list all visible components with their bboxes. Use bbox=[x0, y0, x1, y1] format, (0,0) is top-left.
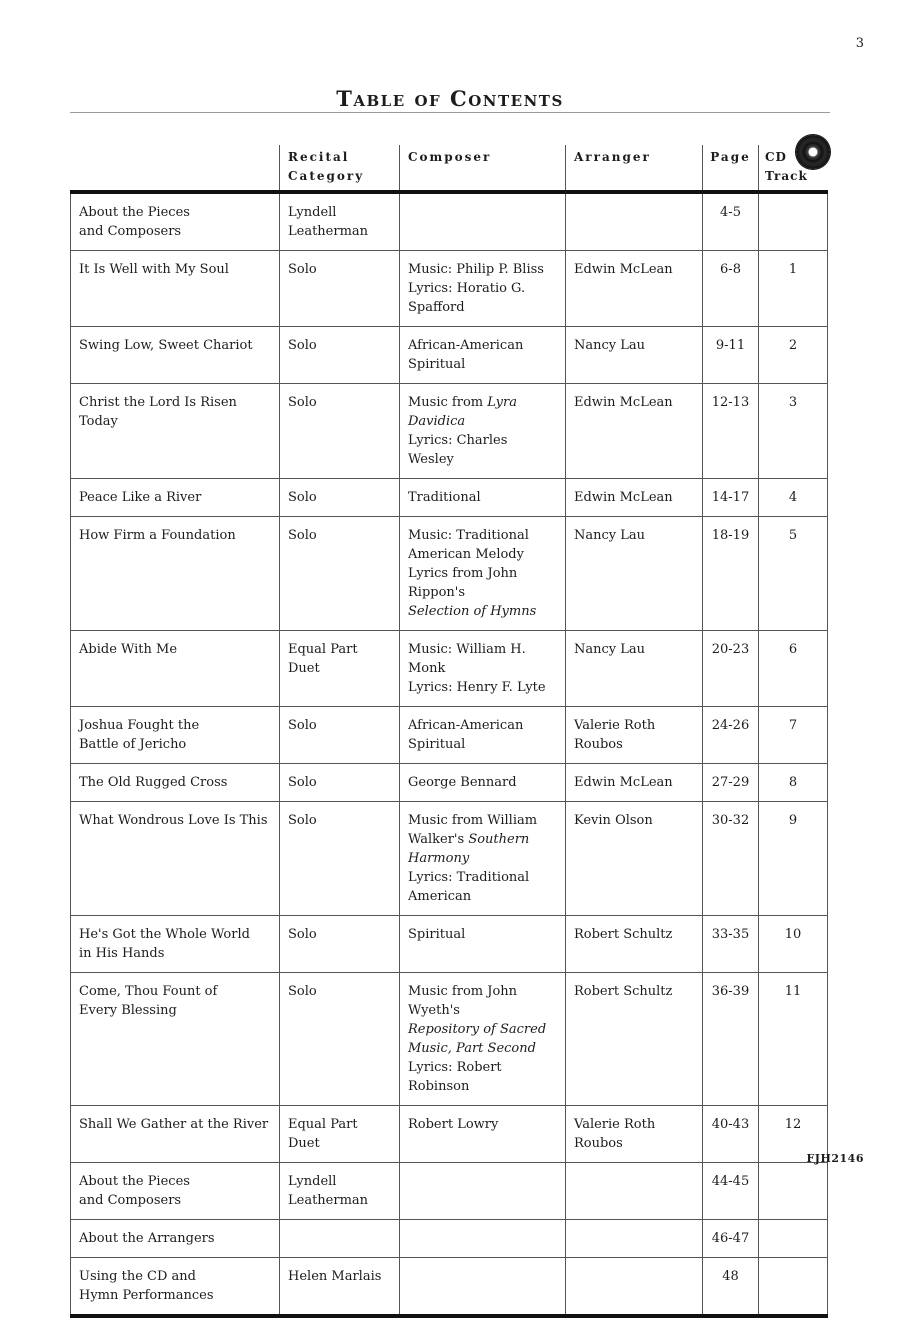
composer-line bbox=[408, 868, 557, 887]
composer-text: African-American bbox=[408, 718, 524, 733]
cell-page: 4-5 bbox=[703, 192, 759, 251]
cell-arranger bbox=[566, 192, 703, 251]
cell-arranger bbox=[566, 1163, 703, 1220]
cell-cd-track: 2 bbox=[759, 327, 828, 384]
cell-recital-category bbox=[280, 1106, 400, 1163]
cell-composer bbox=[400, 916, 566, 973]
category-line: Leatherman bbox=[288, 224, 369, 239]
table-row bbox=[71, 327, 828, 384]
category-line: Solo bbox=[288, 262, 317, 277]
composer-text: Lyrics: Robert Robinson bbox=[408, 1060, 502, 1094]
cell-cd-track: 12 bbox=[759, 1106, 828, 1163]
cell-recital-category bbox=[280, 384, 400, 479]
composer-line bbox=[408, 279, 557, 317]
table-row bbox=[71, 802, 828, 916]
cell-page: 6-8 bbox=[703, 251, 759, 327]
cell-title bbox=[71, 916, 280, 973]
title-line: Battle of Jericho bbox=[79, 737, 187, 752]
composer-text: American Melody bbox=[408, 547, 524, 562]
cell-cd-track bbox=[759, 1163, 828, 1220]
arranger-line: Edwin McLean bbox=[574, 395, 673, 410]
cell-recital-category bbox=[280, 327, 400, 384]
title-line: About the Pieces bbox=[79, 205, 190, 220]
cell-composer bbox=[400, 707, 566, 764]
cell-cd-track: 11 bbox=[759, 973, 828, 1106]
title-line: Abide With Me bbox=[79, 642, 178, 657]
title-line: Swing Low, Sweet Chariot bbox=[79, 338, 253, 353]
cell-page: 46-47 bbox=[703, 1220, 759, 1258]
cell-arranger bbox=[566, 631, 703, 707]
composer-line bbox=[408, 640, 557, 678]
category-line: Solo bbox=[288, 338, 317, 353]
arranger-line: Edwin McLean bbox=[574, 262, 673, 277]
cell-recital-category bbox=[280, 1220, 400, 1258]
table-row bbox=[71, 973, 828, 1106]
table-row bbox=[71, 764, 828, 802]
cell-recital-category bbox=[280, 479, 400, 517]
title-divider bbox=[70, 112, 830, 113]
cell-page: 20-23 bbox=[703, 631, 759, 707]
cell-composer bbox=[400, 517, 566, 631]
cell-cd-track: 3 bbox=[759, 384, 828, 479]
title-line: He's Got the Whole World bbox=[79, 927, 250, 942]
cell-arranger bbox=[566, 1220, 703, 1258]
composer-text: Spiritual bbox=[408, 927, 466, 942]
composer-line bbox=[408, 260, 557, 279]
title-line: Hymn Performances bbox=[79, 1288, 214, 1303]
page-number: 3 bbox=[855, 36, 864, 51]
composer-text: Music from William bbox=[408, 813, 538, 828]
composer-title-italic: Lyra Davidica bbox=[408, 395, 517, 429]
cell-arranger bbox=[566, 1258, 703, 1317]
composer-line bbox=[408, 393, 557, 431]
cell-page: 9-11 bbox=[703, 327, 759, 384]
header-title bbox=[71, 145, 280, 192]
title-line: The Old Rugged Cross bbox=[79, 775, 228, 790]
cell-recital-category bbox=[280, 802, 400, 916]
cell-title bbox=[71, 479, 280, 517]
cell-composer bbox=[400, 1220, 566, 1258]
cell-page: 18-19 bbox=[703, 517, 759, 631]
category-line: Solo bbox=[288, 813, 317, 828]
category-line: Equal Part Duet bbox=[288, 1117, 358, 1151]
cell-page: 40-43 bbox=[703, 1106, 759, 1163]
cell-title bbox=[71, 973, 280, 1106]
cell-page: 14-17 bbox=[703, 479, 759, 517]
category-line: Solo bbox=[288, 984, 317, 999]
arranger-line: Robert Schultz bbox=[574, 927, 673, 942]
header-recital-line-1: Recital bbox=[288, 150, 350, 164]
composer-line bbox=[408, 355, 557, 374]
catalog-code: FJH2146 bbox=[806, 1152, 864, 1165]
cell-recital-category bbox=[280, 707, 400, 764]
category-line: Lyndell bbox=[288, 205, 337, 220]
header-cd-track bbox=[759, 145, 828, 192]
title-line: Christ the Lord Is Risen Today bbox=[79, 395, 237, 429]
arranger-line: Nancy Lau bbox=[574, 528, 646, 543]
cell-recital-category bbox=[280, 1163, 400, 1220]
cell-cd-track: 6 bbox=[759, 631, 828, 707]
category-line: Solo bbox=[288, 927, 317, 942]
cell-recital-category bbox=[280, 251, 400, 327]
table-row bbox=[71, 1106, 828, 1163]
header-page: Page bbox=[703, 145, 759, 192]
arranger-line: Kevin Olson bbox=[574, 813, 653, 828]
title-line: in His Hands bbox=[79, 946, 165, 961]
cell-cd-track bbox=[759, 192, 828, 251]
cell-recital-category bbox=[280, 916, 400, 973]
table-row bbox=[71, 707, 828, 764]
arranger-line: Edwin McLean bbox=[574, 775, 673, 790]
cell-composer bbox=[400, 251, 566, 327]
cell-recital-category bbox=[280, 517, 400, 631]
table-header-row bbox=[71, 145, 828, 192]
title-line: How Firm a Foundation bbox=[79, 528, 236, 543]
cell-recital-category bbox=[280, 192, 400, 251]
cell-cd-track: 8 bbox=[759, 764, 828, 802]
composer-line bbox=[408, 1020, 557, 1039]
composer-line bbox=[408, 735, 557, 754]
cell-title bbox=[71, 251, 280, 327]
composer-text: American bbox=[408, 889, 472, 904]
composer-line bbox=[408, 716, 557, 735]
cell-title bbox=[71, 1163, 280, 1220]
cell-composer bbox=[400, 384, 566, 479]
arranger-line: Nancy Lau bbox=[574, 642, 646, 657]
cell-cd-track bbox=[759, 1220, 828, 1258]
composer-text: Spiritual bbox=[408, 737, 466, 752]
composer-text: Lyrics: Charles Wesley bbox=[408, 433, 508, 467]
cell-composer bbox=[400, 764, 566, 802]
composer-line bbox=[408, 545, 557, 564]
title-line: Every Blessing bbox=[79, 1003, 177, 1018]
composer-line bbox=[408, 336, 557, 355]
header-composer: Composer bbox=[400, 145, 566, 192]
composer-line bbox=[408, 526, 557, 545]
page-title: Table of Contents bbox=[336, 86, 564, 111]
composer-line bbox=[408, 830, 557, 868]
cd-disc-icon bbox=[796, 135, 830, 169]
title-line: Come, Thou Fount of bbox=[79, 984, 218, 999]
composer-text: Robert Lowry bbox=[408, 1117, 499, 1132]
composer-text: Music: Traditional bbox=[408, 528, 529, 543]
contents-table bbox=[70, 145, 828, 1318]
cell-composer bbox=[400, 802, 566, 916]
cell-composer bbox=[400, 192, 566, 251]
cell-arranger bbox=[566, 384, 703, 479]
cell-title bbox=[71, 764, 280, 802]
cell-arranger bbox=[566, 327, 703, 384]
cell-page: 30-32 bbox=[703, 802, 759, 916]
cell-arranger bbox=[566, 916, 703, 973]
cell-recital-category bbox=[280, 631, 400, 707]
title-line: Joshua Fought the bbox=[79, 718, 200, 733]
table-row bbox=[71, 517, 828, 631]
cell-recital-category bbox=[280, 973, 400, 1106]
cell-arranger bbox=[566, 479, 703, 517]
composer-line bbox=[408, 982, 557, 1020]
title-line: Shall We Gather at the River bbox=[79, 1117, 269, 1132]
header-recital-category bbox=[280, 145, 400, 192]
cell-page: 12-13 bbox=[703, 384, 759, 479]
cell-composer bbox=[400, 1163, 566, 1220]
table-body bbox=[71, 192, 828, 1316]
composer-text: Music from bbox=[408, 395, 488, 410]
cell-cd-track: 7 bbox=[759, 707, 828, 764]
cell-arranger bbox=[566, 1106, 703, 1163]
table-row bbox=[71, 251, 828, 327]
title-line: What Wondrous Love Is This bbox=[79, 813, 268, 828]
header-cd-line-1: CD bbox=[765, 150, 787, 164]
table-row bbox=[71, 631, 828, 707]
header-arranger: Arranger bbox=[566, 145, 703, 192]
title-line: and Composers bbox=[79, 224, 182, 239]
table-row bbox=[71, 384, 828, 479]
composer-text: Lyrics: Horatio G. Spafford bbox=[408, 281, 526, 315]
arranger-line: Valerie Roth bbox=[574, 1117, 656, 1132]
title-line: About the Arrangers bbox=[79, 1231, 215, 1246]
composer-text: Walker's bbox=[408, 832, 469, 847]
cell-composer bbox=[400, 631, 566, 707]
cell-title bbox=[71, 802, 280, 916]
cell-title bbox=[71, 384, 280, 479]
category-line: Helen Marlais bbox=[288, 1269, 382, 1284]
composer-text: Music: William H. Monk bbox=[408, 642, 526, 676]
composer-line bbox=[408, 1039, 557, 1058]
composer-text: Music: Philip P. Bliss bbox=[408, 262, 544, 277]
composer-text: Spiritual bbox=[408, 357, 466, 372]
cell-cd-track: 9 bbox=[759, 802, 828, 916]
arranger-line: Edwin McLean bbox=[574, 490, 673, 505]
table-row bbox=[71, 1220, 828, 1258]
category-line: Solo bbox=[288, 490, 317, 505]
category-line: Leatherman bbox=[288, 1193, 369, 1208]
title-line: and Composers bbox=[79, 1193, 182, 1208]
cell-page: 48 bbox=[703, 1258, 759, 1317]
cell-arranger bbox=[566, 517, 703, 631]
composer-text: Music from John Wyeth's bbox=[408, 984, 518, 1018]
title-line: Using the CD and bbox=[79, 1269, 196, 1284]
cell-page: 36-39 bbox=[703, 973, 759, 1106]
composer-title-italic: Repository of Sacred bbox=[408, 1022, 547, 1037]
cell-cd-track: 10 bbox=[759, 916, 828, 973]
table-row bbox=[71, 916, 828, 973]
composer-text: Traditional bbox=[408, 490, 481, 505]
cell-arranger bbox=[566, 802, 703, 916]
header-cd-line-2: Track bbox=[765, 169, 808, 183]
title-line: Peace Like a River bbox=[79, 490, 202, 505]
cell-title bbox=[71, 1106, 280, 1163]
arranger-line: Roubos bbox=[574, 737, 623, 752]
cell-cd-track: 4 bbox=[759, 479, 828, 517]
cell-recital-category bbox=[280, 1258, 400, 1317]
title-line: It Is Well with My Soul bbox=[79, 262, 229, 277]
composer-text: George Bennard bbox=[408, 775, 517, 790]
cell-title bbox=[71, 1258, 280, 1317]
composer-title-italic: Selection of Hymns bbox=[408, 604, 537, 619]
cell-title bbox=[71, 517, 280, 631]
arranger-line: Valerie Roth bbox=[574, 718, 656, 733]
cell-recital-category bbox=[280, 764, 400, 802]
cell-arranger bbox=[566, 707, 703, 764]
cell-page: 27-29 bbox=[703, 764, 759, 802]
category-line: Equal Part Duet bbox=[288, 642, 358, 676]
composer-text: Lyrics: Henry F. Lyte bbox=[408, 680, 546, 695]
cell-title bbox=[71, 707, 280, 764]
composer-text: Lyrics: Traditional bbox=[408, 870, 530, 885]
arranger-line: Nancy Lau bbox=[574, 338, 646, 353]
category-line: Solo bbox=[288, 395, 317, 410]
cell-composer bbox=[400, 1258, 566, 1317]
cell-cd-track: 5 bbox=[759, 517, 828, 631]
composer-line bbox=[408, 564, 557, 602]
table-row bbox=[71, 479, 828, 517]
title-line: About the Pieces bbox=[79, 1174, 190, 1189]
header-recital-line-2: Category bbox=[288, 169, 365, 183]
composer-line bbox=[408, 431, 557, 469]
composer-line bbox=[408, 811, 557, 830]
composer-line bbox=[408, 678, 557, 697]
cell-title bbox=[71, 327, 280, 384]
category-line: Lyndell bbox=[288, 1174, 337, 1189]
cell-composer bbox=[400, 327, 566, 384]
cell-cd-track bbox=[759, 1258, 828, 1317]
cell-title bbox=[71, 631, 280, 707]
composer-line bbox=[408, 1115, 557, 1134]
composer-line bbox=[408, 1058, 557, 1096]
cell-composer bbox=[400, 479, 566, 517]
composer-text: Lyrics from John Rippon's bbox=[408, 566, 518, 600]
cell-arranger bbox=[566, 764, 703, 802]
cell-title bbox=[71, 1220, 280, 1258]
composer-line bbox=[408, 773, 557, 792]
category-line: Solo bbox=[288, 775, 317, 790]
category-line: Solo bbox=[288, 528, 317, 543]
cell-composer bbox=[400, 1106, 566, 1163]
table-row bbox=[71, 192, 828, 251]
cell-cd-track: 1 bbox=[759, 251, 828, 327]
cell-arranger bbox=[566, 973, 703, 1106]
arranger-line: Robert Schultz bbox=[574, 984, 673, 999]
arranger-line: Roubos bbox=[574, 1136, 623, 1151]
composer-line bbox=[408, 602, 557, 621]
table-row bbox=[71, 1258, 828, 1317]
cell-page: 44-45 bbox=[703, 1163, 759, 1220]
composer-line bbox=[408, 488, 557, 507]
composer-title-italic: Music, Part Second bbox=[408, 1041, 536, 1056]
cell-page: 33-35 bbox=[703, 916, 759, 973]
cell-title bbox=[71, 192, 280, 251]
table-row bbox=[71, 1163, 828, 1220]
cell-composer bbox=[400, 973, 566, 1106]
category-line: Solo bbox=[288, 718, 317, 733]
cell-page: 24-26 bbox=[703, 707, 759, 764]
cell-arranger bbox=[566, 251, 703, 327]
composer-line bbox=[408, 925, 557, 944]
composer-title-italic: Southern Harmony bbox=[408, 832, 530, 866]
composer-line bbox=[408, 887, 557, 906]
composer-text: African-American bbox=[408, 338, 524, 353]
